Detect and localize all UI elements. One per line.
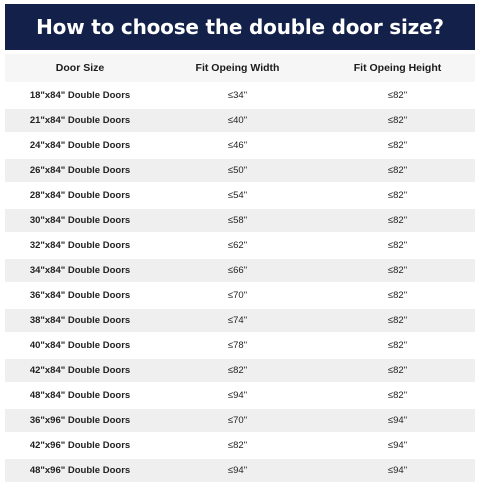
cell-fit-height: ≤82" [387,115,408,126]
cell-door-size: 38"x84" Double Doors [29,315,131,326]
cell-fit-height: ≤82" [387,215,408,226]
cell-door-size: 30"x84" Double Doors [29,215,131,226]
table-row [5,284,475,307]
cell-fit-height: ≤82" [387,165,408,176]
header-fit-height: Fit Opeing Height [353,62,442,74]
cell-fit-width: ≤78" [227,340,248,351]
table-row [5,309,475,332]
page-title: How to choose the double door size? [36,15,444,39]
cell-fit-width: ≤62" [227,240,248,251]
cell-fit-height: ≤82" [387,190,408,201]
table-header-row [5,54,475,82]
cell-door-size: 34"x84" Double Doors [29,265,131,276]
cell-fit-height: ≤82" [387,390,408,401]
cell-fit-width: ≤58" [227,215,248,226]
cell-fit-width: ≤34" [227,90,248,101]
cell-door-size: 42"x84" Double Doors [29,365,131,376]
cell-door-size: 32"x84" Double Doors [29,240,131,251]
table-body [5,84,475,482]
title-banner [5,4,475,50]
cell-fit-width: ≤74" [227,315,248,326]
table-row [5,84,475,107]
cell-door-size: 24"x84" Double Doors [29,140,131,151]
table-row [5,384,475,407]
cell-fit-width: ≤46" [227,140,248,151]
cell-fit-height: ≤82" [387,290,408,301]
table-row [5,209,475,232]
cell-door-size: 28"x84" Double Doors [29,190,131,201]
table-row [5,459,475,482]
cell-fit-width: ≤54" [227,190,248,201]
cell-fit-width: ≤94" [227,390,248,401]
cell-door-size: 18"x84" Double Doors [29,90,131,101]
cell-fit-height: ≤82" [387,140,408,151]
cell-fit-height: ≤82" [387,315,408,326]
cell-door-size: 48"x84" Double Doors [29,390,131,401]
table-row [5,434,475,457]
table-row [5,109,475,132]
cell-fit-height: ≤94" [387,440,408,451]
table-row [5,184,475,207]
cell-fit-width: ≤82" [227,440,248,451]
cell-door-size: 48"x96" Double Doors [29,465,131,476]
table-row [5,334,475,357]
table-row [5,134,475,157]
cell-fit-width: ≤82" [227,365,248,376]
cell-door-size: 42"x96" Double Doors [29,440,131,451]
cell-fit-height: ≤94" [387,465,408,476]
table-row [5,409,475,432]
table-row [5,234,475,257]
cell-door-size: 40"x84" Double Doors [29,340,131,351]
table-row [5,259,475,282]
cell-fit-height: ≤82" [387,365,408,376]
cell-fit-height: ≤94" [387,415,408,426]
cell-fit-height: ≤82" [387,340,408,351]
header-door-size: Door Size [55,62,105,74]
cell-fit-width: ≤50" [227,165,248,176]
table-row [5,159,475,182]
cell-fit-width: ≤94" [227,465,248,476]
cell-fit-height: ≤82" [387,265,408,276]
cell-fit-width: ≤66" [227,265,248,276]
cell-door-size: 36"x84" Double Doors [29,290,131,301]
cell-door-size: 21"x84" Double Doors [29,115,131,126]
cell-fit-width: ≤70" [227,290,248,301]
header-fit-width: Fit Opeing Width [195,62,280,74]
cell-door-size: 26"x84" Double Doors [29,165,131,176]
cell-fit-height: ≤82" [387,240,408,251]
cell-fit-width: ≤70" [227,415,248,426]
cell-door-size: 36"x96" Double Doors [29,415,131,426]
door-size-table [5,54,475,482]
cell-fit-width: ≤40" [227,115,248,126]
cell-fit-height: ≤82" [387,90,408,101]
table-row [5,359,475,382]
